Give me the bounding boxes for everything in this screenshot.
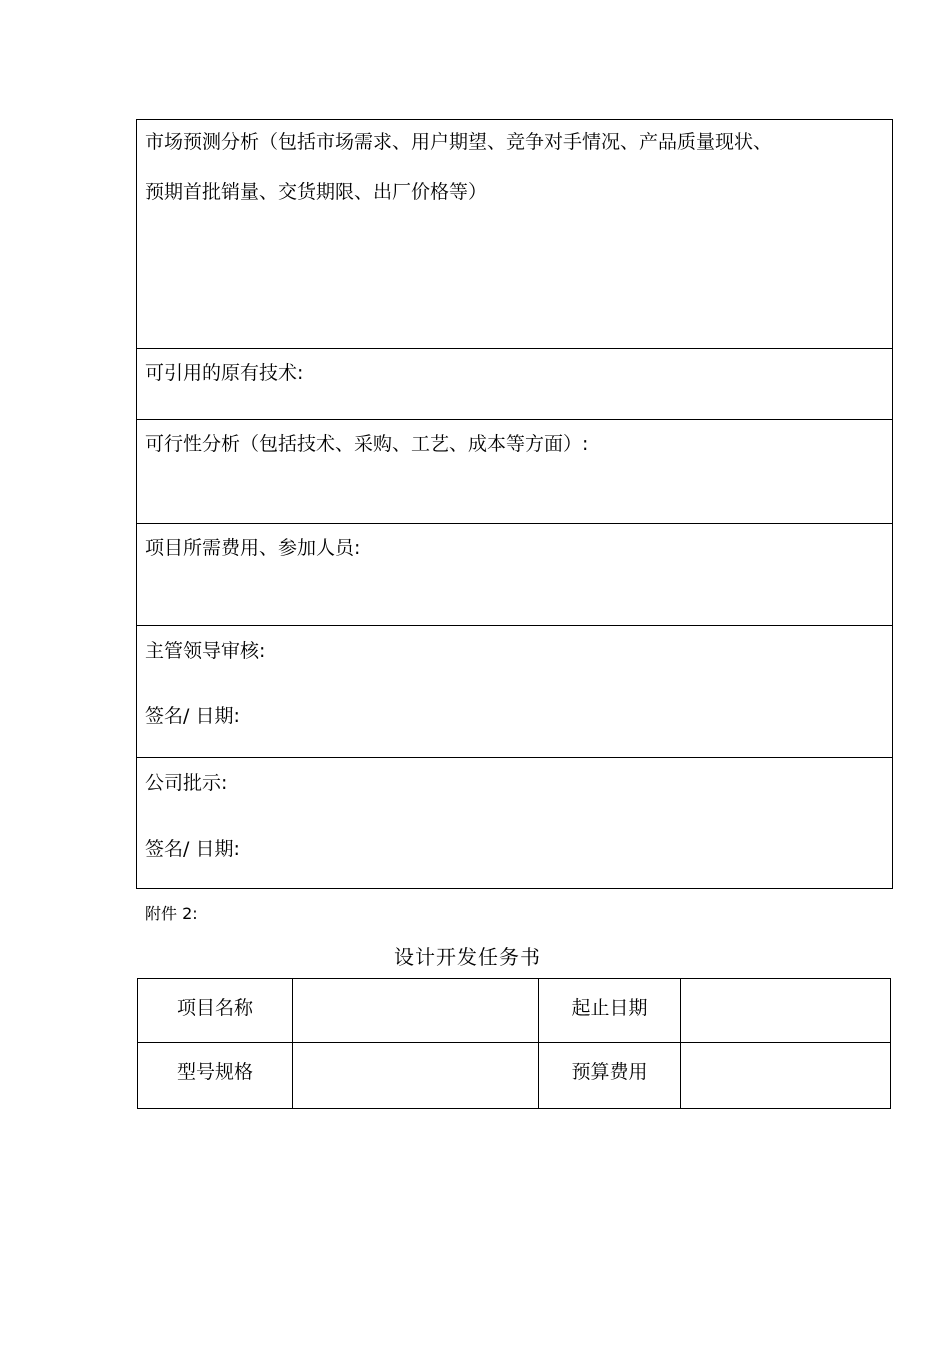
task-book-table [137, 978, 891, 1109]
start-end-date-field[interactable] [681, 979, 891, 1043]
market-analysis-row [137, 120, 893, 349]
company-approval-row [137, 758, 893, 889]
model-spec-label: 型号规格 [138, 1043, 293, 1109]
company-approval-cell[interactable] [137, 758, 893, 889]
supervisor-review-cell[interactable] [137, 626, 893, 758]
supervisor-review-row [137, 626, 893, 758]
budget-field[interactable] [681, 1043, 891, 1109]
task-book-title: 设计开发任务书 [394, 945, 541, 969]
cost-staff-cell[interactable] [137, 524, 893, 626]
project-name-label: 项目名称 [138, 979, 293, 1043]
cost-staff-label: 项目所需费用、参加人员: [145, 537, 361, 559]
task-row [138, 979, 891, 1043]
feasibility-row [137, 420, 893, 524]
budget-label: 预算费用 [539, 1043, 681, 1109]
company-approval-label: 公司批示: [145, 772, 228, 794]
supervisor-review-label: 主管领导审核: [145, 640, 266, 662]
project-proposal-form [136, 119, 893, 889]
model-spec-field[interactable] [293, 1043, 539, 1109]
existing-tech-row [137, 349, 893, 420]
market-analysis-label-line2: 预期首批销量、交货期限、出厂价格等） [145, 181, 488, 203]
existing-tech-cell[interactable] [137, 349, 893, 420]
cost-staff-row [137, 524, 893, 626]
supervisor-sign-date-label: 签名/ 日期: [145, 705, 240, 727]
market-analysis-cell[interactable] [137, 120, 893, 349]
attachment-label: 附件 2: [145, 904, 198, 923]
market-analysis-label-line1: 市场预测分析（包括市场需求、用户期望、竞争对手情况、产品质量现状、 [145, 131, 773, 153]
feasibility-label: 可行性分析（包括技术、采购、工艺、成本等方面）: [145, 433, 589, 455]
feasibility-cell[interactable] [137, 420, 893, 524]
project-name-field[interactable] [293, 979, 539, 1043]
task-row [138, 1043, 891, 1109]
company-sign-date-label: 签名/ 日期: [145, 838, 240, 860]
start-end-date-label: 起止日期 [539, 979, 681, 1043]
existing-tech-label: 可引用的原有技术: [145, 362, 304, 384]
